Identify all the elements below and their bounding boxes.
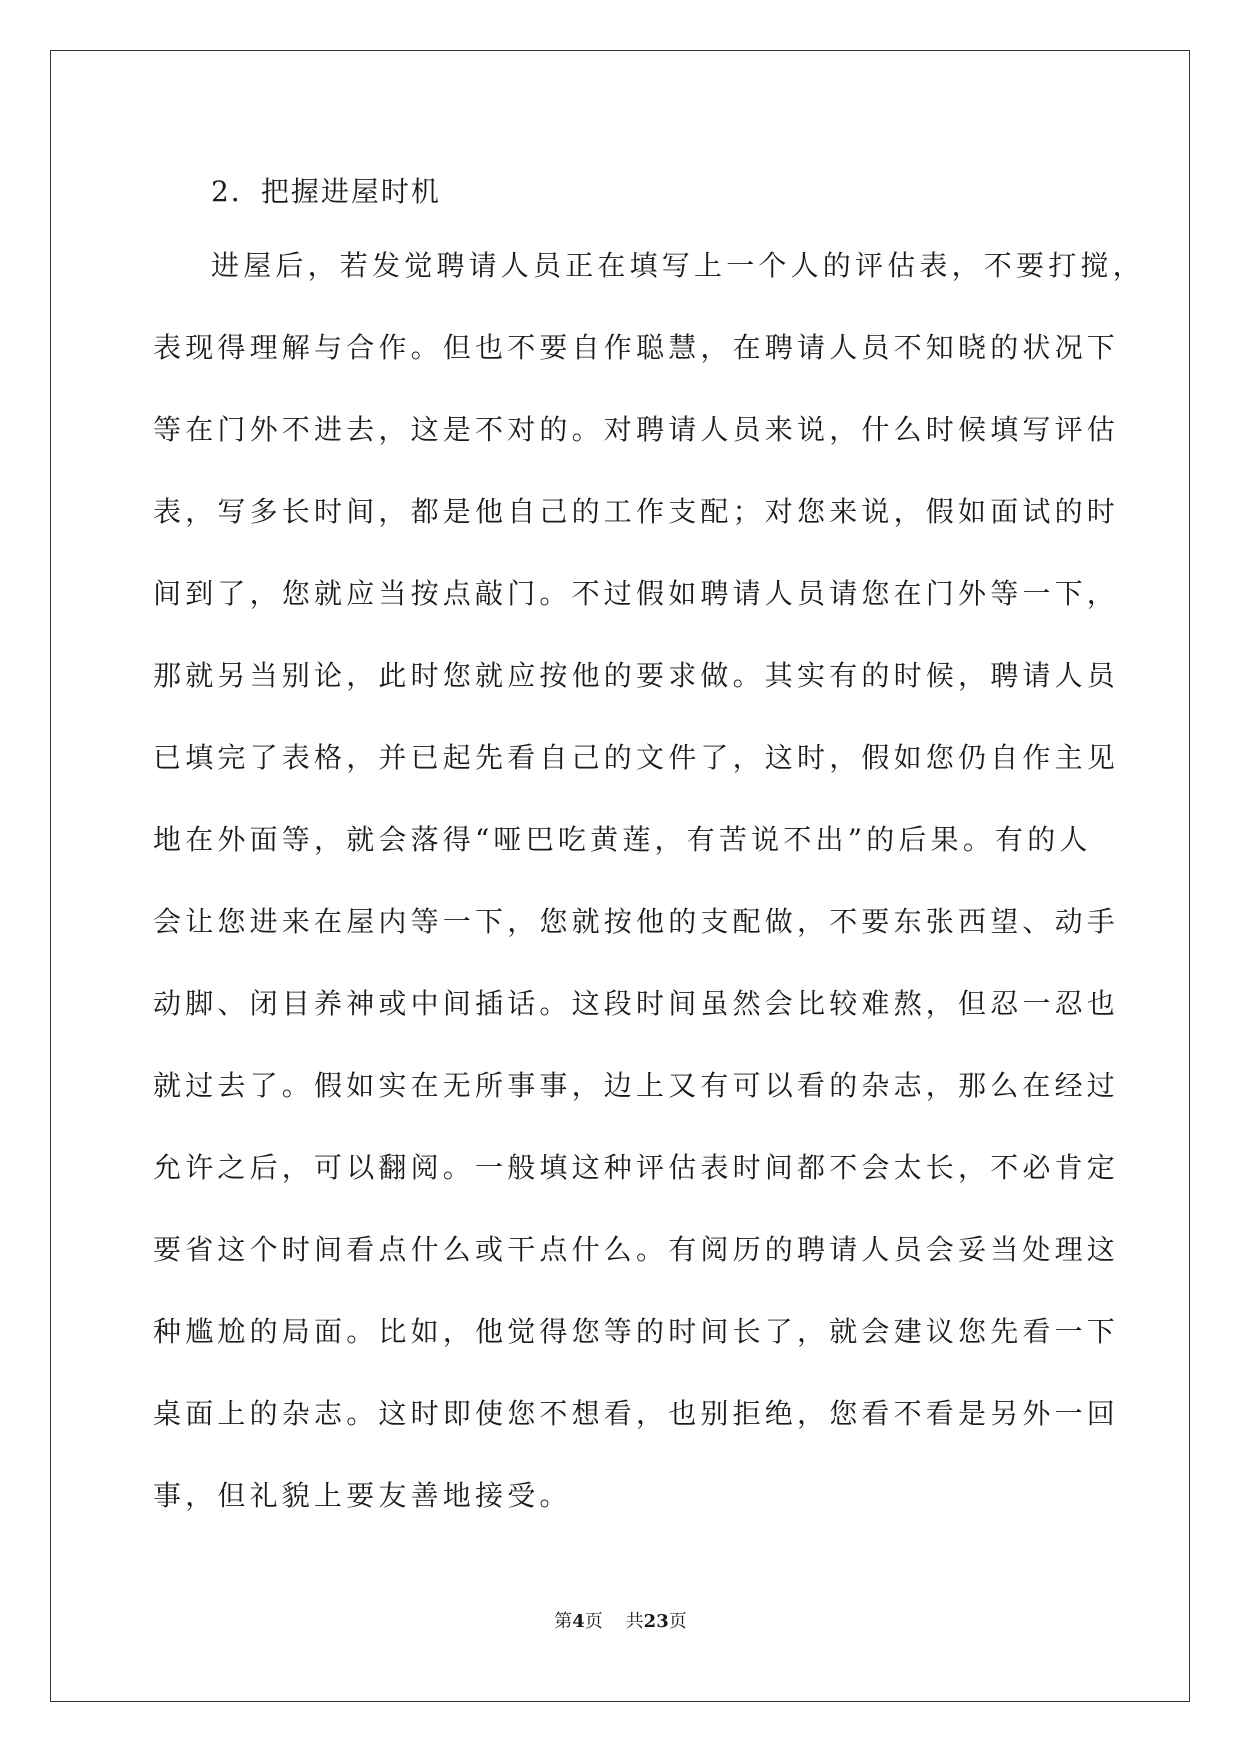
paragraph-line: 等在门外不进去，这是不对的。对聘请人员来说，什么时候填写评估 [153, 413, 1120, 446]
paragraph-line: 就过去了。假如实在无所事事，边上又有可以看的杂志，那么在经过 [153, 1069, 1120, 1102]
paragraph-line: 桌面上的杂志。这时即使您不想看，也别拒绝，您看不看是另外一回 [153, 1397, 1120, 1430]
document-body [153, 170, 1145, 1556]
paragraph-line: 表现得理解与合作。但也不要自作聪慧，在聘请人员不知晓的状况下 [153, 331, 1120, 364]
paragraph [153, 244, 1145, 1556]
paragraph-line: 表，写多长时间，都是他自己的工作支配；对您来说，假如面试的时 [153, 495, 1120, 528]
paragraph-line: 事，但礼貌上要友善地接受。 [153, 1479, 572, 1512]
paragraph-line: 会让您进来在屋内等一下，您就按他的支配做，不要东张西望、动手 [153, 905, 1120, 938]
paragraph-line: 要省这个时间看点什么或干点什么。有阅历的聘请人员会妥当处理这 [153, 1233, 1120, 1266]
paragraph-line: 间到了，您就应当按点敲门。不过假如聘请人员请您在门外等一下， [153, 577, 1120, 610]
page-suffix: 页 [584, 1611, 603, 1632]
paragraph-line: 进屋后，若发觉聘请人员正在填写上一个人的评估表，不要打搅， [211, 249, 1145, 282]
paragraph-line: 允许之后，可以翻阅。一般填这种评估表时间都不会太长，不必肯定 [153, 1151, 1120, 1184]
section-heading: 2．把握进屋时机 [211, 175, 441, 208]
total-suffix: 页 [668, 1611, 687, 1632]
total-prefix: 共 [625, 1611, 644, 1632]
paragraph-line: 种尴尬的局面。比如，他觉得您等的时间长了，就会建议您先看一下 [153, 1315, 1120, 1348]
paragraph-line: 地在外面等，就会落得“哑巴吃黄莲，有苦说不出”的后果。有的人 [153, 823, 1092, 856]
page-prefix: 第 [554, 1611, 573, 1632]
page-footer [0, 1610, 1241, 1634]
paragraph-line: 已填完了表格，并已起先看自己的文件了，这时，假如您仍自作主见 [153, 741, 1120, 774]
paragraph-line: 动脚、闭目养神或中间插话。这段时间虽然会比较难熬，但忍一忍也 [153, 987, 1120, 1020]
paragraph-line: 那就另当别论，此时您就应按他的要求做。其实有的时候，聘请人员 [153, 659, 1120, 692]
total-pages: 23 [643, 1611, 669, 1632]
page-number: 4 [572, 1611, 585, 1632]
